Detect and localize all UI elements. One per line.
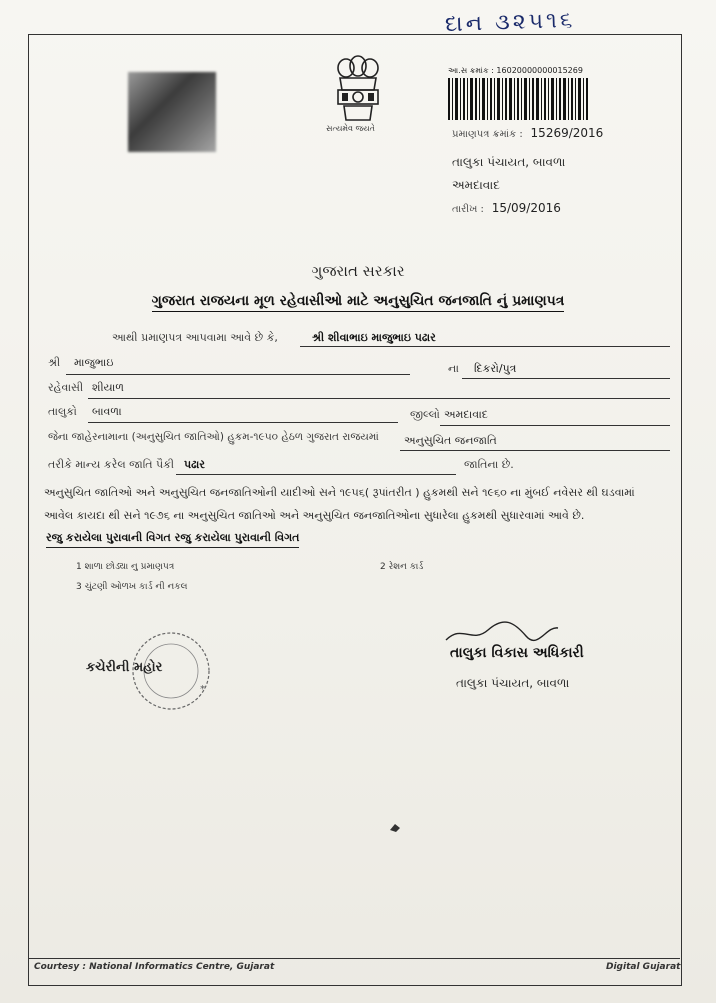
office-seal-label: કચેરીની મહોર <box>86 660 163 675</box>
issuing-district: અમદાવાદ <box>452 178 500 192</box>
taluka-label: તાલુકો <box>48 405 77 418</box>
father-underline <box>66 374 410 375</box>
certificate-number <box>452 126 603 140</box>
district-underline <box>440 425 670 426</box>
ink-mark-icon <box>388 822 402 834</box>
footer-courtesy: Courtesy : National Informatics Centre, Gujarat <box>34 962 275 972</box>
proof-item: 2 રેશન કાર્ડ <box>380 562 424 572</box>
order-value: અનુસુચિત જનજાતિ <box>404 434 497 447</box>
officer-signature-icon <box>442 618 562 648</box>
district-value: અમદાવાદ <box>444 408 488 421</box>
caste-underline <box>176 474 456 475</box>
officer-office: તાલુકા પંચાયત, બાવળા <box>456 676 570 690</box>
issue-date <box>452 201 561 215</box>
issue-date-value: 15/09/2016 <box>491 201 561 215</box>
relation-value: દિકરો/પુત્ર <box>474 362 517 375</box>
relation-prefix: ના <box>448 362 459 375</box>
handwritten-note: દાન ૩૨૫૧૬ <box>444 7 576 38</box>
father-prefix: શ્રી <box>48 356 61 369</box>
certificate-number-label: પ્રમાણપત્ર ક્રમાંક : <box>452 129 523 140</box>
emblem-caption: સત્યમેવ જયતે <box>326 124 375 133</box>
resident-value: શીયાળ <box>92 381 124 394</box>
caste-value: પઢાર <box>184 458 205 471</box>
applicant-photo <box>128 72 216 152</box>
issuing-office: તાલુકા પંચાયત, બાવળા <box>452 155 566 169</box>
barcode-icon <box>448 78 590 120</box>
taluka-underline <box>88 422 398 423</box>
certificate-number-value: 15269/2016 <box>530 126 604 140</box>
caste-suffix: જાતિના છે. <box>464 458 514 471</box>
father-name: માજુભાઇ <box>74 356 114 369</box>
barcode-label: આ.સ ક્રમાંક : 16020000000015269 <box>448 66 583 75</box>
proofs-heading: રજુ કરાયેલા પુરાવાની વિગત રજુ કરાયેલા પુરાવાની વિગત <box>46 531 299 548</box>
order-text: જેના જાહેરનામાના (અનુસુચિત જાતિઓ) હુકમ-૧૯૫૦ હેઠળ ગુજરાત રાજયમાં <box>48 431 379 443</box>
issue-date-label: તારીખ : <box>452 204 484 215</box>
proof-item: 3 ચુંટણી ઓળખ કાર્ડ ની નકલ <box>76 582 188 592</box>
holder-name: શ્રી શીવાભાઇ માજુભાઇ પઢાર <box>312 331 436 344</box>
name-underline <box>300 346 670 347</box>
order-underline <box>400 450 670 451</box>
footer-digital-gujarat: Digital Gujarat <box>606 962 681 972</box>
legal-paragraph-line-1: અનુસુચિત જાતિઓ અને અનુસુચિત જનજાતિઓની યાદીઓ સને ૧૯૫૬( રૂપાંતરીત ) હુકમથી સને ૧૯૬૦ ના મુંબઈ નવેસર થી ઘડવામાં <box>44 486 635 499</box>
taluka-value: બાવળા <box>92 405 122 418</box>
officer-title: તાલુકા વિકાસ અધિકારી <box>450 645 584 661</box>
legal-paragraph-line-2: આવેલ કાયદા થી સને ૧૯૭૬ ના અનુસુચિત જાતિઓ અને અનુસુચિત જનજાતિઓના સુધારેલા હુકમથી સુધારવામાં આવે છે. <box>44 509 585 522</box>
barcode-block <box>448 66 590 120</box>
relation-underline <box>462 378 670 379</box>
certificate-title <box>0 293 716 309</box>
caste-label: તરીકે માન્ય કરેલ જાતિ પૈકી <box>48 458 175 471</box>
certificate-title-text: ગુજરાત રાજયના મૂળ રહેવાસીઓ માટે અનુસુચિત જનજાતિ નું પ્રમાણપત્ર <box>152 293 565 312</box>
resident-underline <box>88 398 670 399</box>
intro-text: આથી પ્રમાણપત્ર આપવામા આવે છે કે, <box>112 331 278 344</box>
district-label: જીલ્લો <box>410 408 440 421</box>
state-emblem-icon <box>330 54 386 126</box>
svg-text:*: * <box>200 684 205 695</box>
footer-divider <box>28 958 680 959</box>
proof-item: 1 શાળા છોડ્યા નુ પ્રમાણપત્ર <box>76 562 175 572</box>
government-title: ગુજરાત સરકાર <box>311 262 405 280</box>
resident-label: રહેવાસી <box>48 381 84 394</box>
